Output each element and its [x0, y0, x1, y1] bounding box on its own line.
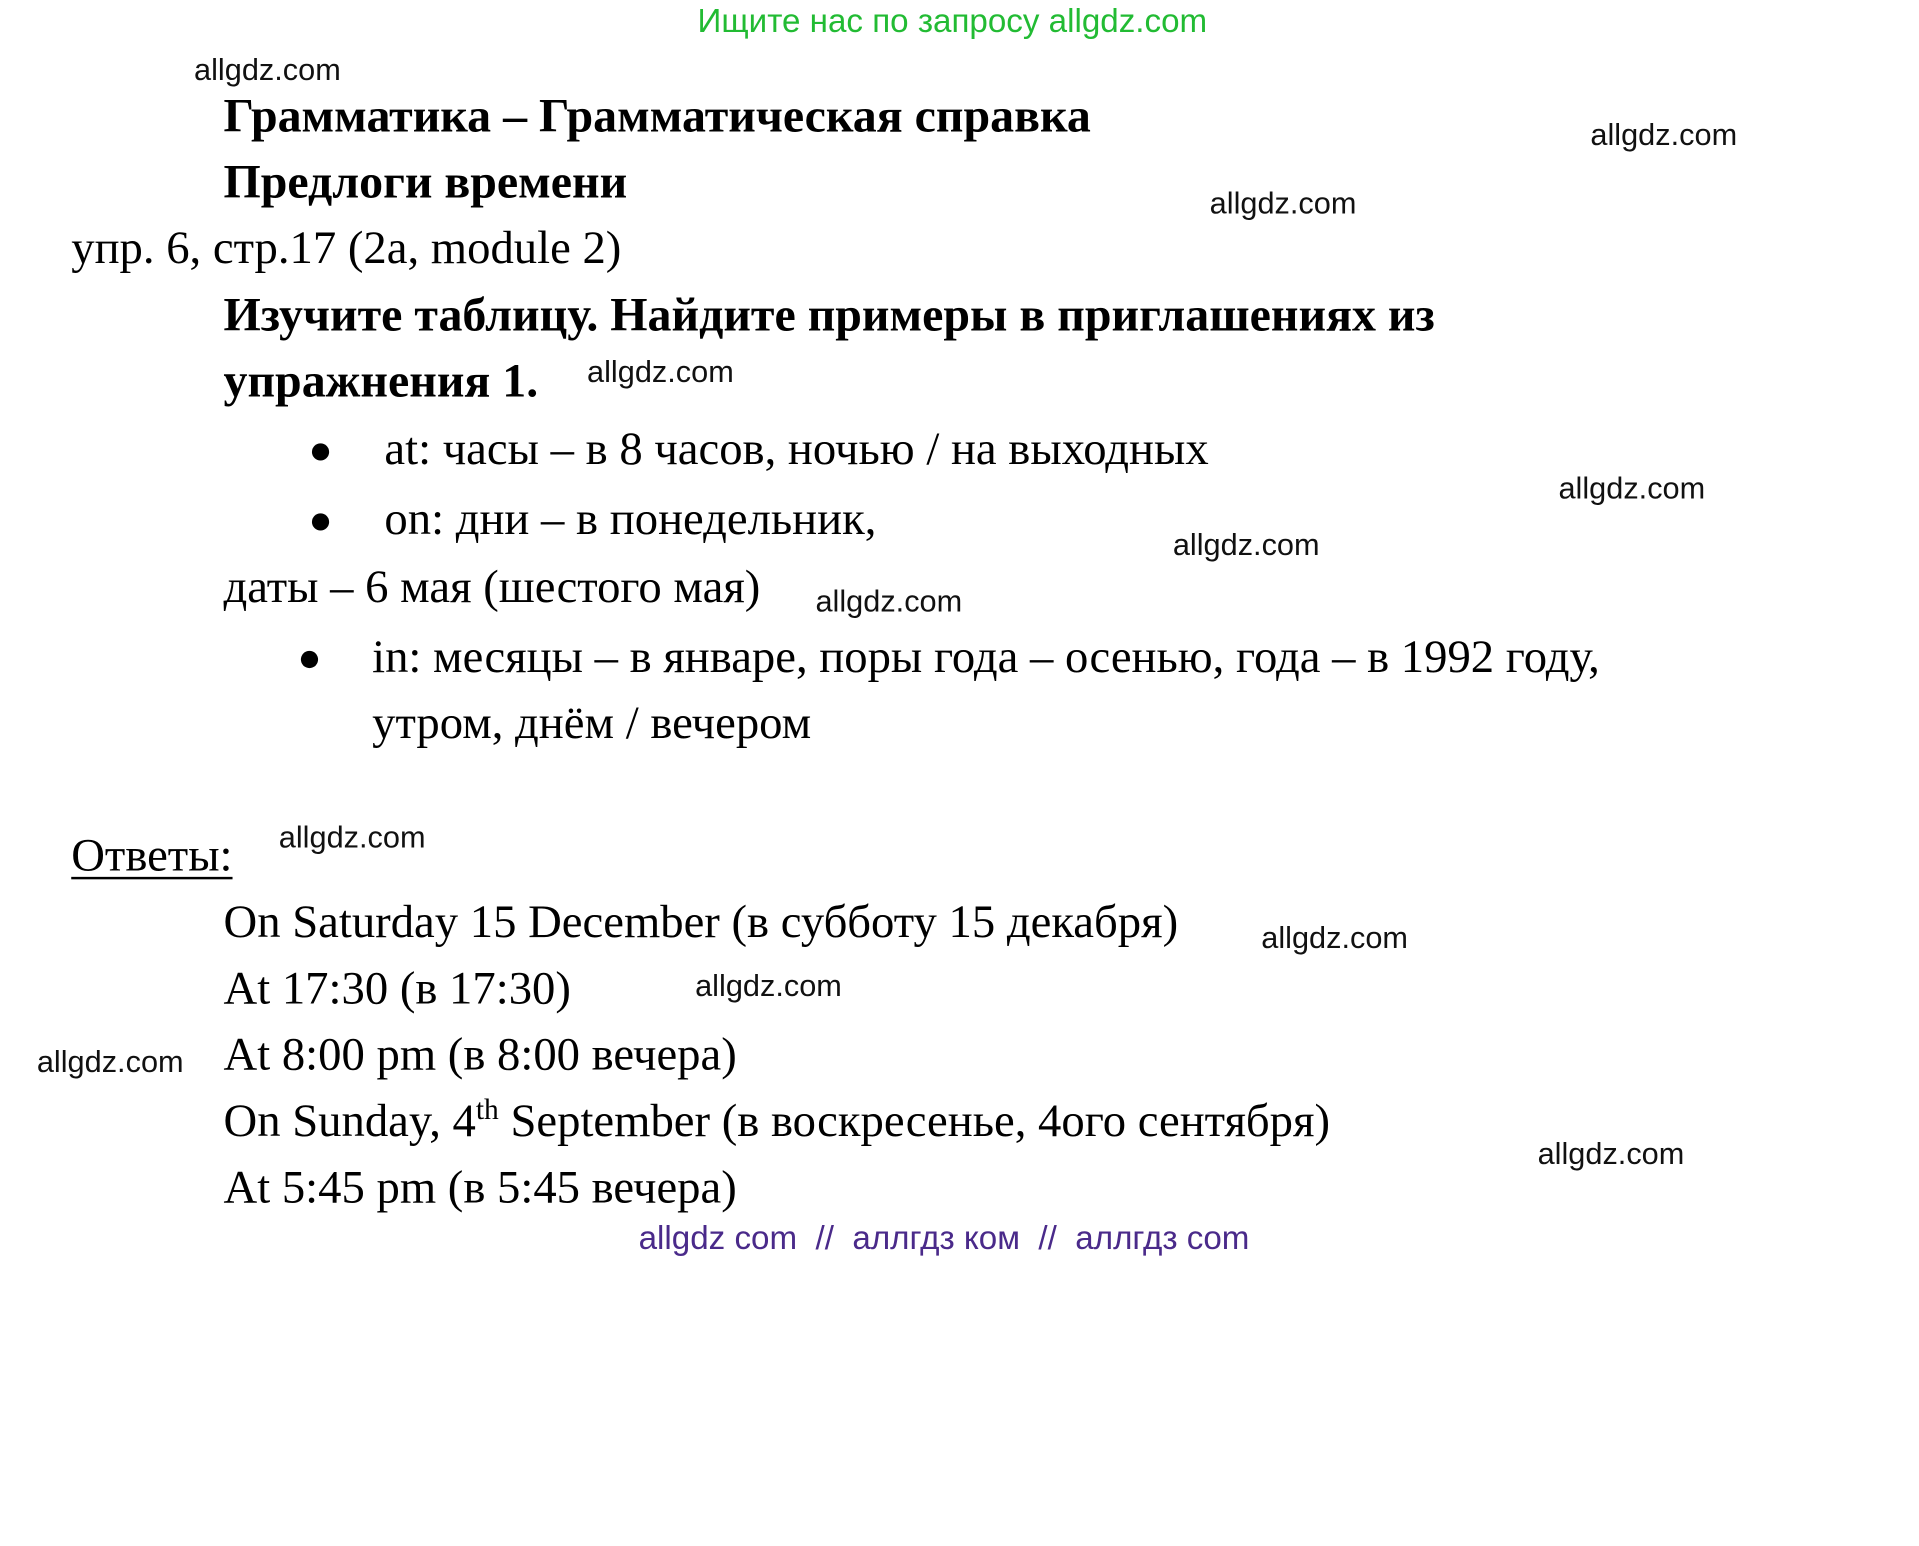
watermark: allgdz.com: [278, 820, 426, 855]
watermark: allgdz.com: [815, 584, 963, 619]
subsection-title: Предлоги времени: [223, 155, 628, 209]
bottom-watermark-banner: allgdz com // аллгдз ком // аллгдз com: [638, 1219, 1250, 1257]
answer-line: On Saturday 15 December (в субботу 15 декабря): [223, 896, 1179, 949]
answer-line: At 5:45 pm (в 5:45 вечера): [223, 1161, 737, 1214]
top-search-banner: Ищите нас по запросу allgdz.com: [697, 2, 1208, 40]
answer-line: [224, 1094, 1330, 1148]
task-instruction-continued: упражнения 1.: [223, 354, 539, 408]
answers-label: Ответы:: [71, 830, 233, 882]
bullet-icon: [312, 443, 329, 460]
answer-line: At 8:00 pm (в 8:00 вечера): [223, 1029, 737, 1081]
watermark: allgdz.com: [695, 968, 842, 1004]
watermark: allgdz.com: [1172, 528, 1320, 563]
answer-line: At 17:30 (в 17:30): [223, 962, 571, 1015]
watermark: allgdz.com: [587, 354, 734, 390]
rule-at: at: часы – в 8 часов, ночью / на выходных: [384, 423, 1209, 476]
rule-in: in: месяцы – в январе, поры года – осенью, года – в 1992 году,: [372, 631, 1600, 683]
section-title: Грамматика – Грамматическая справка: [223, 89, 1091, 143]
watermark: allgdz.com: [1558, 471, 1706, 506]
bullet-icon: [301, 651, 318, 668]
ordinal-suffix: th: [475, 1094, 499, 1127]
rule-on-dates: даты – 6 мая (шестого мая): [223, 561, 761, 613]
watermark: allgdz.com: [1209, 186, 1357, 222]
watermark: allgdz.com: [1261, 921, 1409, 956]
exercise-reference: упр. 6, стр.17 (2а, module 2): [71, 222, 622, 274]
answer-suffix: September (в воскресенье, 4ого сентября): [498, 1095, 1331, 1148]
task-instruction: Изучите таблицу. Найдите примеры в приглашениях из: [223, 288, 1435, 342]
watermark: allgdz.com: [1590, 117, 1738, 153]
watermark: allgdz.com: [194, 52, 341, 88]
bullet-icon: [312, 513, 329, 530]
watermark: allgdz.com: [36, 1045, 184, 1080]
rule-on: on: дни – в понедельник,: [384, 493, 877, 546]
answer-prefix: On Sunday, 4: [223, 1095, 476, 1148]
watermark: allgdz.com: [1537, 1137, 1685, 1172]
rule-in-continued: утром, днём / вечером: [372, 697, 812, 750]
